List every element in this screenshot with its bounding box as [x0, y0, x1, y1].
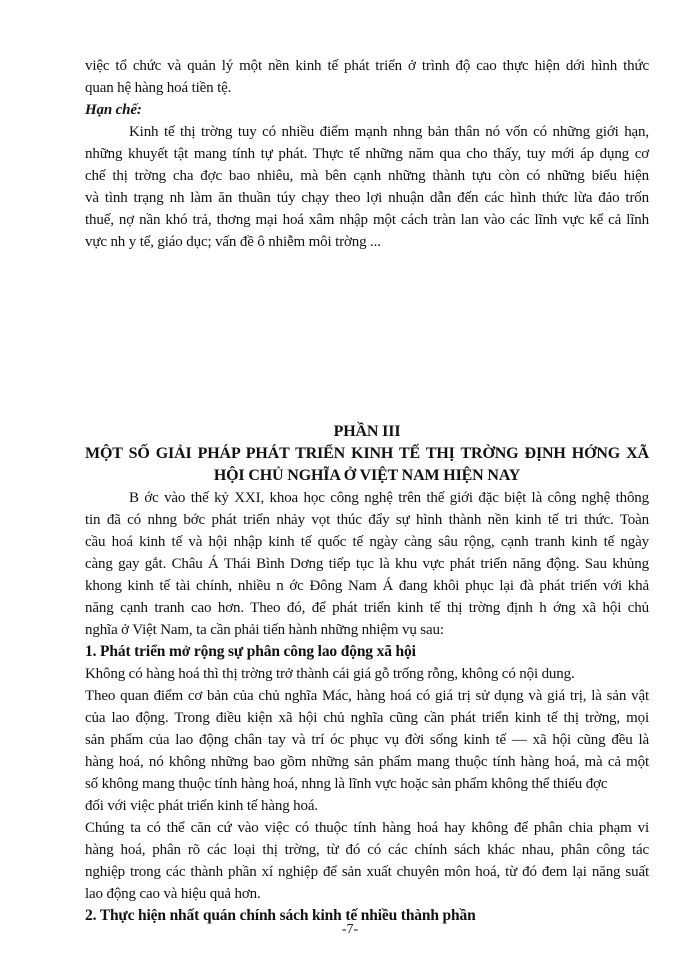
body-line: Chúng ta có thể căn cứ vào việc có thuộc tính hàng hoá hay không để phân chia phạm vi	[85, 820, 649, 836]
body-line: nghĩa ở Việt Nam, ta cần phải tiến hành những nhiệm vụ sau:	[85, 622, 444, 638]
body-line: và tình trạng nh làm ăn thuần túy chạy theo lợi nhuận dẫn đến các hình thức lừa đảo trốn	[85, 190, 649, 206]
body-line: những khuyết tật mang tính tự phát. Thực tế những năm qua cho thấy, tuy mới áp dụng cơ	[85, 146, 649, 162]
body-line: Theo quan điểm cơ bản của chủ nghĩa Mác, hàng hoá có giá trị sử dụng và giá trị, là sản vật	[85, 688, 649, 704]
body-line: nghiệp trong các thành phần xí nghiệp để sản xuất chuyên môn hoá, từ đó đem lại năng suất	[85, 864, 649, 880]
body-line: hàng hoá, nó không những bao gồm những sản phẩm mang thuộc tính hàng hoá, mà cả một	[85, 754, 649, 770]
body-line: số không mang thuộc tính hàng hoá, nhng là lĩnh vực hoặc sản phẩm không thể thiếu đợc	[85, 776, 608, 792]
body-line: cầu hoá kinh tế và hội nhập kinh tế quốc tế ngày càng sâu rộng, cạnh tranh kinh tế ngày	[85, 534, 649, 550]
page-number: -7-	[341, 922, 359, 937]
body-line: hàng hoá, phân rõ các loại thị trờng, từ đó có các chính sách khác nhau, phân công tác	[85, 842, 649, 858]
body-line: càng gay gắt. Châu Á Thái Bình Dơng tiếp tục là khu vực phát triển năng động. Sau khủng	[85, 556, 649, 572]
body-line: tin đã có nhng bớc phát triển nhảy vọt thúc đẩy sự hình thành nền kinh tế tri thức. Toàn	[85, 512, 649, 528]
body-line: việc tổ chức và quản lý một nền kinh tế phát triển ở trình độ cao thực hiện dới hình thức	[85, 58, 649, 74]
body-line: Kinh tế thị trờng tuy có nhiều điểm mạnh nhng bản thân nó vốn có những giới hạn,	[129, 124, 649, 140]
body-line: khong kinh tế tài chính, nhiều n ớc Đông Nam Á đang khôi phục lại đà phát triển với khả	[85, 578, 649, 594]
section-heading-2: 2. Thực hiện nhất quán chính sách kinh tế nhiều thành phần	[85, 907, 476, 924]
body-line: lao động cao và hiệu quả hơn.	[85, 886, 261, 902]
body-line: đối với việc phát triển kinh tế hàng hoá.	[85, 798, 318, 814]
body-line: Không có hàng hoá thì thị trờng trở thành cái giá gỗ trống rỗng, không có nội dung.	[85, 666, 575, 682]
body-line: năng cạnh tranh cao hơn. Theo đó, để phát triển kinh tế thị trờng định h ớng xã hội chủ	[85, 600, 649, 616]
body-line: B ớc vào thế kỷ XXI, khoa học công nghệ trên thế giới đặc biệt là công nghệ thông	[129, 490, 649, 506]
subheading-han-che: Hạn chế:	[85, 102, 142, 118]
body-line: quan hệ hàng hoá tiền tệ.	[85, 80, 232, 96]
body-line: sản phẩm của lao động chân tay và trí óc phục vụ đời sống kinh tế — xã hội cũng đều là	[85, 732, 649, 748]
part-title-line: HỘI CHỦ NGHĨA Ở VIỆT NAM HIỆN NAY	[213, 467, 521, 484]
body-line: của lao động. Trong điều kiện xã hội chủ nghĩa cũng cần phát triển kinh tế thị trờng, mọi	[85, 710, 649, 726]
body-line: thuế, nợ nần khó trả, thơng mại hoá xâm nhập một cách tràn lan vào các lĩnh vực kể cả lĩnh	[85, 212, 649, 228]
part-label: PHẦN III	[333, 423, 401, 440]
body-line: chế thị trờng cha đợc bao nhiêu, mà bên cạnh những thành tựu còn có những biểu hiện	[85, 168, 649, 184]
part-title-line: MỘT SỐ GIẢI PHÁP PHÁT TRIỂN KINH TẾ THỊ TRỜNG ĐỊNH HỚNG XÃ	[85, 445, 649, 462]
section-heading-1: 1. Phát triển mở rộng sự phân công lao động xã hội	[85, 643, 416, 660]
body-line: vực nh y tế, giáo dục; vấn đề ô nhiễm môi trờng ...	[85, 234, 381, 250]
